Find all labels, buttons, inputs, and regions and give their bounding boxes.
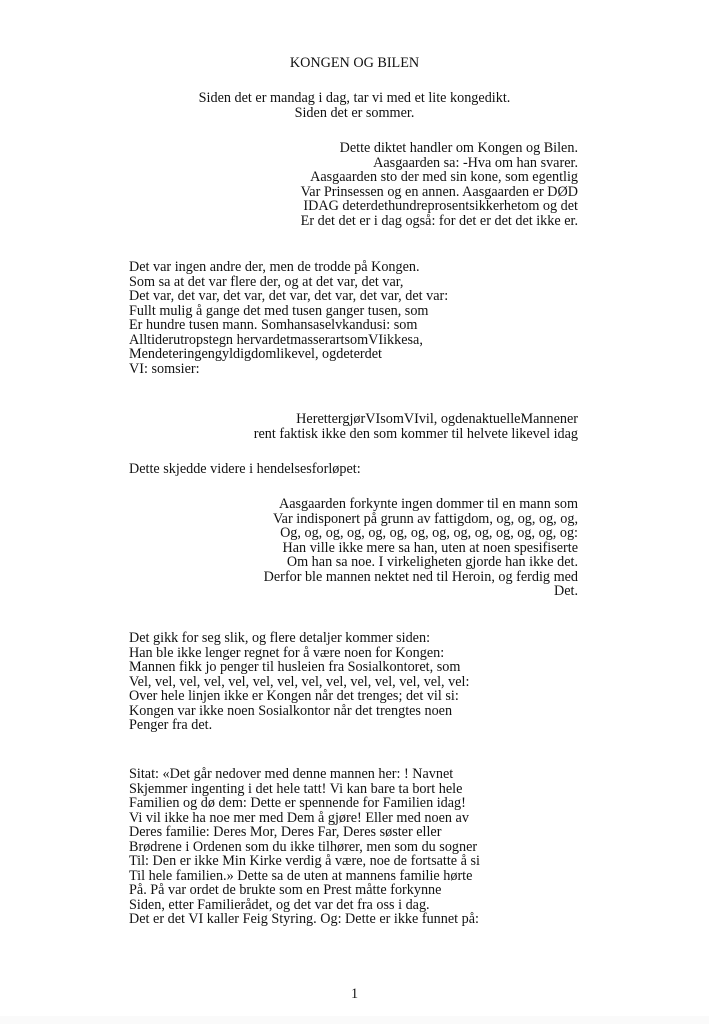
verse-line: Over hele linjen ikke er Kongen når det trenges; det vil si: (129, 688, 459, 704)
document-title: KONGEN OG BILEN (289, 55, 420, 71)
verse-line: Aasgaarden sto der med sin kone, som egentlig (310, 169, 578, 185)
verse-line: rent faktisk ikke den som kommer til helvete likevel idag (253, 425, 578, 442)
verse-line: Var Prinsessen og en annen. Aasgaarden er DØD (300, 183, 578, 200)
stanza-6 (129, 631, 469, 733)
verse-line: Det var ingen andre der, men de trodde på Kongen. (129, 259, 420, 275)
verse-line: Det er det VI kaller Feig Styring. Og: Dette er ikke funnet på: (129, 911, 479, 927)
verse-line: På. På var ordet de brukte som en Prest måtte forkynne (129, 882, 442, 898)
intro-line: Siden det er mandag i dag, tar vi med et lite kongedikt. (198, 90, 511, 106)
verse-line: Han ble ikke lenger regnet for å være noen for Kongen: (129, 644, 445, 661)
verse-line: Deres familie: Deres Mor, Deres Far, Deres søster eller (129, 824, 442, 840)
verse-line: HerettergjørVIsomVIvil, ogdenaktuelleMannener (296, 411, 578, 427)
verse-line: Om han sa noe. I virkeligheten gjorde han ikke det. (286, 554, 578, 570)
verse-line: Familien og dø dem: Dette er spennende for Familien idag! (129, 795, 466, 811)
verse-line: Dette diktet handler om Kongen og Bilen. (339, 140, 578, 156)
stanza-1 (301, 141, 578, 228)
verse-line: Var indisponert på grunn av fattigdom, og, og, og, og, (273, 510, 578, 527)
intro-block (0, 91, 709, 120)
stanza-3 (254, 412, 578, 441)
verse-line: Er det det er i dag også: for det er det det ikke er. (300, 212, 578, 229)
verse-line: Det. (553, 583, 578, 599)
verse-line: Alltiderutropstegn hervardetmasserartsomVIikkesa, (129, 331, 423, 348)
stanza-2 (129, 260, 448, 376)
stanza-4 (129, 462, 361, 477)
verse-line: Vel, vel, vel, vel, vel, vel, vel, vel, vel, vel, vel, vel, vel, vel: (129, 673, 470, 690)
verse-line: Dette skjedde videre i hendelsesforløpet: (129, 461, 361, 477)
verse-line: Og, og, og, og, og, og, og, og, og, og, og, og, og, og: (280, 525, 578, 541)
verse-line: VI: somsier: (129, 360, 200, 377)
verse-line: Mannen fikk jo penger til husleien fra Sosialkontoret, som (129, 659, 461, 675)
verse-line: Brødrene i Ordenen som du ikke tilhører, men som du sogner (129, 838, 478, 855)
verse-line: Vi vil ikke ha noe mer med Dem å gjøre! Eller med noen av (129, 809, 469, 826)
verse-line: Aasgaarden forkynte ingen dommer til en mann som (278, 496, 578, 512)
verse-line: Mendeteringengyldigdomlikevel, ogdeterdet (129, 346, 382, 362)
verse-line: Til hele familien.» Dette sa de uten at mannens familie hørte (129, 867, 473, 884)
verse-line: Penger fra det. (129, 717, 213, 733)
verse-line: Han ville ikke mere sa han, uten at noen spesifiserte (282, 539, 578, 556)
verse-line: Skjemmer ingenting i det hele tatt! Vi kan bare ta bort hele (129, 780, 463, 797)
verse-line: IDAG deterdethundreprosentsikkerhetom og det (303, 198, 578, 214)
stanza-7 (129, 767, 480, 927)
verse-line: Aasgaarden sa: -Hva om han svarer. (373, 154, 578, 171)
intro-line: Siden det er sommer. (294, 104, 415, 121)
verse-line: Er hundre tusen mann. Somhansaselvkandusi: som (129, 317, 418, 333)
verse-line: Fullt mulig å gange det med tusen ganger tusen, som (129, 302, 429, 319)
verse-line: Det gikk for seg slik, og flere detaljer kommer siden: (129, 630, 431, 646)
verse-line: Kongen var ikke noen Sosialkontor når det trengtes noen (129, 702, 453, 719)
verse-line: Til: Den er ikke Min Kirke verdig å være, noe de fortsatte å si (129, 853, 480, 869)
verse-line: Det var, det var, det var, det var, det var, det var, det var: (129, 288, 449, 304)
verse-line: Derfor ble mannen nektet ned til Heroin, og ferdig med (263, 568, 578, 585)
verse-line: Sitat: «Det går nedover med denne mannen her: ! Navnet (129, 766, 454, 782)
page-bottom-edge (0, 1016, 709, 1024)
verse-line: Som sa at det var flere der, og at det var, det var, (129, 273, 404, 290)
stanza-5 (264, 497, 578, 599)
page-number: 1 (350, 986, 359, 1002)
verse-line: Siden, etter Familierådet, og det var det fra oss i dag. (129, 896, 430, 913)
